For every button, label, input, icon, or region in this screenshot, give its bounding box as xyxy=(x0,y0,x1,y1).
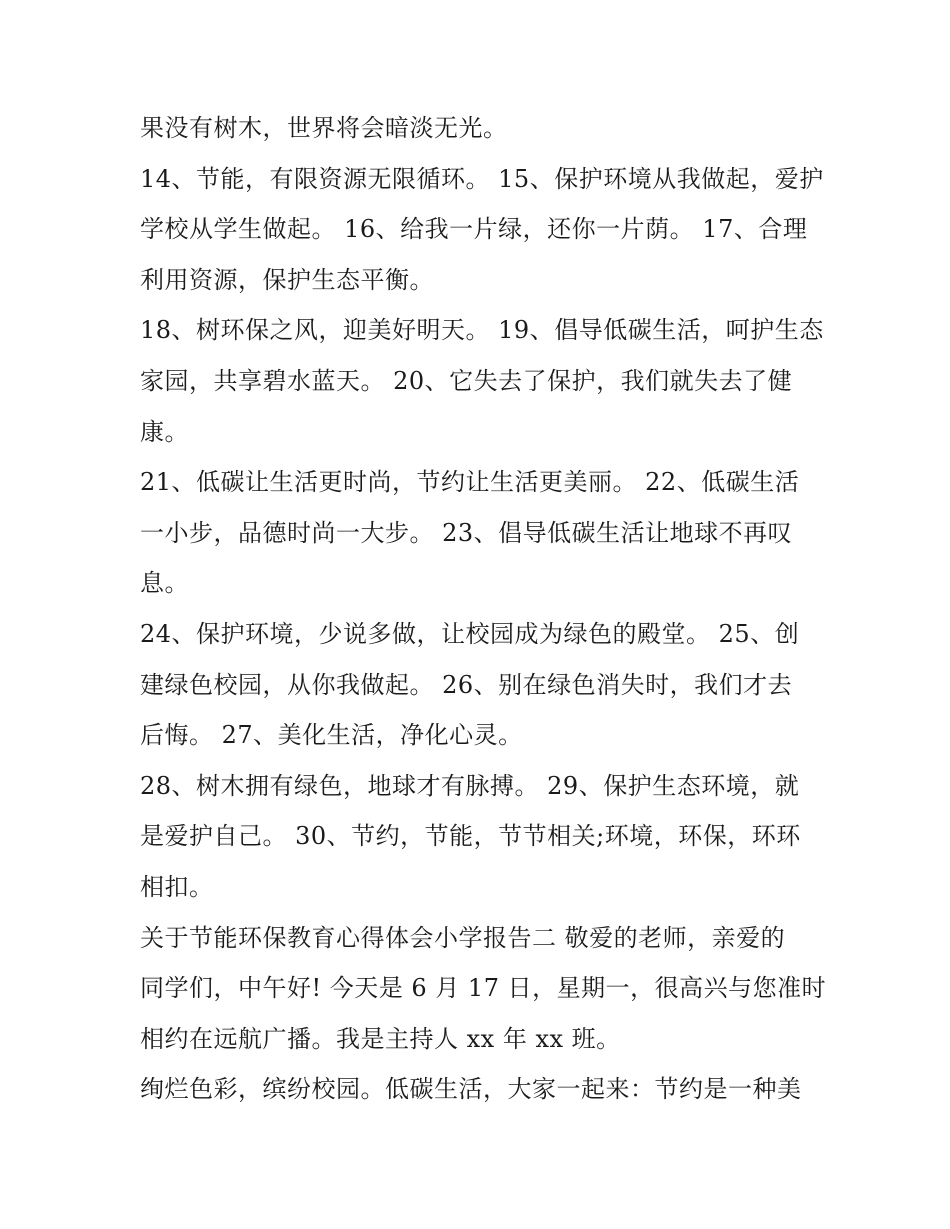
text-line: 绚烂色彩，缤纷校园。低碳生活，大家一起来：节约是一种美 xyxy=(140,1075,802,1104)
text-line: 18、树环保之风，迎美好明天。 19、倡导低碳生活，呵护生态 xyxy=(140,316,824,345)
text-line: 24、保护环境，少说多做，让校园成为绿色的殿堂。 25、创 xyxy=(140,619,800,648)
text-line: 学校从学生做起。 16、给我一片绿，还你一片荫。 17、合理 xyxy=(140,215,808,244)
text-line: 果没有树木，世界将会暗淡无光。 xyxy=(140,114,508,142)
text-line: 建绿色校园，从你我做起。 26、别在绿色消失时，我们才去 xyxy=(140,670,793,699)
text-line: 一小步，品德时尚一大步。 23、倡导低碳生活让地球不再叹 xyxy=(140,518,793,547)
text-line: 相扣。 xyxy=(140,872,214,901)
text-line: 是爱护自己。 30、节约，节能，节节相关;环境，环保，环环 xyxy=(140,822,801,851)
text-line: 相约在远航广播。我是主持人 xx 年 xx 班。 xyxy=(140,1024,621,1053)
text-line: 康。 xyxy=(140,417,189,446)
text-line: 28、树木拥有绿色，地球才有脉搏。 29、保护生态环境，就 xyxy=(140,771,800,800)
text-line: 后悔。 27、美化生活，净化心灵。 xyxy=(140,721,523,750)
body-text xyxy=(140,103,827,1115)
text-line: 家园，共享碧水蓝天。 20、它失去了保护，我们就失去了健 xyxy=(140,366,793,395)
text-line: 息。 xyxy=(140,569,189,598)
text-line: 关于节能环保教育心得体会小学报告二 敬爱的老师，亲爱的 xyxy=(140,923,786,952)
text-line: 14、节能，有限资源无限循环。 15、保护环境从我做起，爱护 xyxy=(140,164,824,193)
text-line: 21、低碳让生活更时尚，节约让生活更美丽。 22、低碳生活 xyxy=(140,468,800,497)
text-line: 利用资源，保护生态平衡。 xyxy=(140,265,434,294)
text-line: 同学们，中午好! 今天是 6 月 17 日，星期一，很高兴与您准时 xyxy=(140,974,827,1003)
